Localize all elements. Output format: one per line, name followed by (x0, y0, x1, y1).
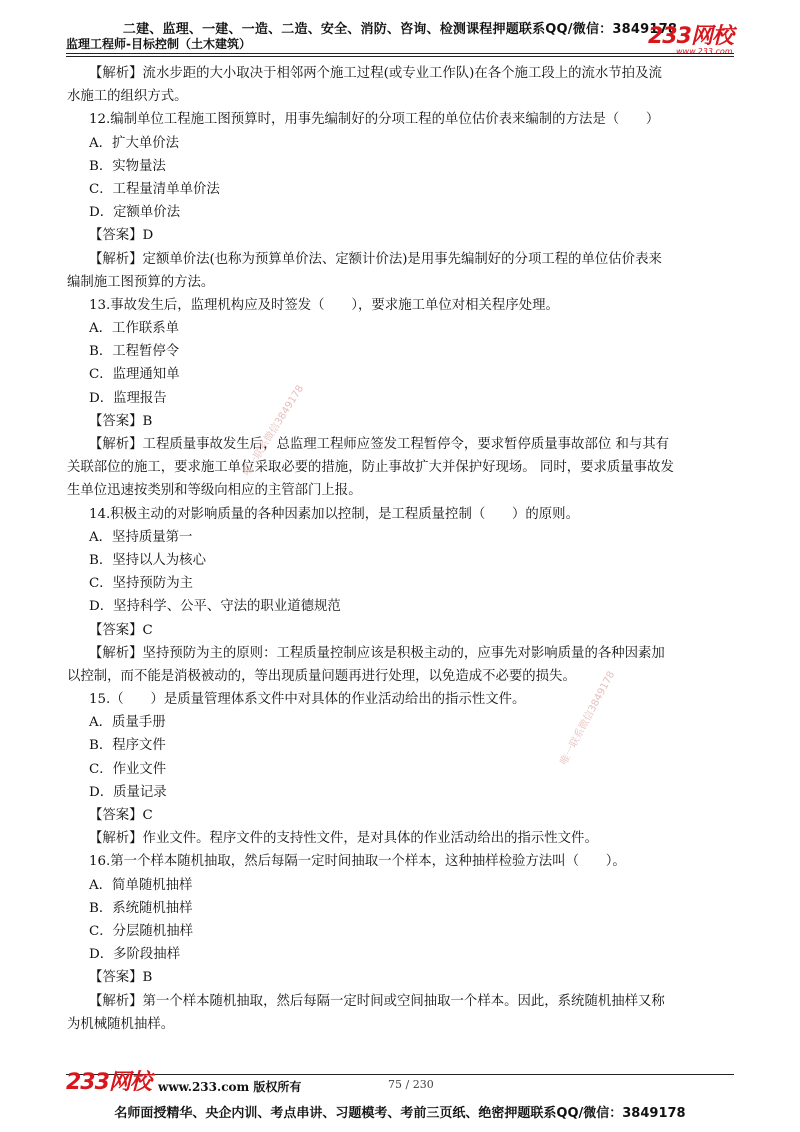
question-line: 12.编制单位工程施工图预算时，用事先编制好的分项工程的单位估价表来编制的方法是（ ） (89, 112, 660, 128)
option-line: A．质量手册 (89, 715, 166, 731)
option-line: B．坚持以人为核心 (89, 552, 206, 568)
analysis-line: 【解析】定额单价法(也称为预算单价法、定额计价法)是用事先编制好的分项工程的单位估价表来 (89, 251, 662, 267)
header-divider-thin (66, 56, 734, 57)
option-line: D．监理报告 (89, 390, 167, 406)
watermark: 唯一联系微信3849178 (558, 669, 618, 768)
option-line: C．坚持预防为主 (89, 576, 193, 592)
option-line: D．质量记录 (89, 784, 167, 800)
option-line: D．坚持科学、公平、守法的职业道德规范 (89, 599, 341, 615)
page-number: 75 / 230 (388, 1078, 434, 1091)
document-body (67, 62, 737, 1036)
question-line: 16.第一个样本随机抽取，然后每隔一定时间抽取一个样本，这种抽样检验方法叫（ ）。 (89, 854, 626, 870)
question-line: 14.积极主动的对影响质量的各种因素加以控制，是工程质量控制（ ）的原则。 (89, 506, 579, 522)
analysis-line: 生单位迅速按类别和等级向相应的主管部门上报。 (67, 483, 362, 499)
footer-promo: 名师面授精华、央企内训、考点串讲、习题模考、考前三页纸、绝密押题联系QQ/微信：3849178 (114, 1106, 686, 1121)
option-line: B．系统随机抽样 (89, 900, 193, 916)
option-line: B．程序文件 (89, 738, 166, 754)
analysis-line: 【解析】坚持预防为主的原则：工程质量控制应该是积极主动的，应事先对影响质量的各种因素加 (89, 645, 665, 661)
site-logo: 233网校 (648, 24, 733, 49)
logo-url: www.233.com (676, 47, 733, 56)
option-line: B．实物量法 (89, 158, 166, 174)
analysis-line: 编制施工图预算的方法。 (67, 274, 215, 290)
analysis-line: 【解析】作业文件。程序文件的支持性文件，是对具体的作业活动给出的指示性文件。 (89, 831, 598, 847)
option-line: A．扩大单价法 (89, 135, 180, 151)
answer-line: 【答案】B (89, 970, 153, 986)
answer-line: 【答案】C (89, 808, 153, 823)
text-line: 【解析】流水步距的大小取决于相邻两个施工过程(或专业工作队)在各个施工段上的流水节拍及流 (89, 66, 662, 81)
watermark: 唯一联系微信3849178 (241, 383, 307, 478)
footer-divider (66, 1074, 734, 1075)
footer-logo: 233网校 (66, 1070, 151, 1095)
question-line: 15.（ ）是质量管理体系文件中对具体的作业活动给出的指示性文件。 (89, 692, 526, 708)
option-line: A．坚持质量第一 (89, 529, 193, 545)
option-line: C．工程量清单单价法 (89, 181, 220, 197)
option-line: C．监理通知单 (89, 367, 180, 383)
option-line: B．工程暂停令 (89, 344, 180, 360)
option-line: A．简单随机抽样 (89, 877, 193, 893)
answer-line: 【答案】C (89, 622, 153, 638)
footer-site: www.233.com 版权所有 (158, 1080, 302, 1094)
analysis-line: 以控制，而不能是消极被动的，等出现质量问题再进行处理，以免造成不必要的损失。 (67, 668, 576, 684)
header-divider (66, 53, 734, 54)
analysis-line: 为机械随机抽样。 (67, 1016, 175, 1032)
answer-line: 【答案】D (89, 228, 154, 244)
text-line: 水施工的组织方式。 (67, 89, 188, 105)
header-promo: 二建、监理、一建、一造、二造、安全、消防、咨询、检测课程押题联系QQ/微信：3849178 (122, 22, 678, 37)
header-subtitle: 监理工程师-目标控制（土木建筑） (66, 37, 251, 51)
analysis-line: 【解析】工程质量事故发生后，总监理工程师应签发工程暂停令，要求暂停质量事故部位 和与其有 (89, 437, 670, 452)
option-line: D．定额单价法 (89, 205, 181, 221)
question-line: 13.事故发生后，监理机构应及时签发（ ），要求施工单位对相关程序处理。 (89, 297, 559, 313)
option-line: D．多阶段抽样 (89, 947, 181, 963)
analysis-line: 【解析】第一个样本随机抽取，然后每隔一定时间或空间抽取一个样本。因此，系统随机抽样又称 (89, 993, 665, 1009)
option-line: C．分层随机抽样 (89, 923, 193, 939)
answer-line: 【答案】B (89, 413, 153, 429)
option-line: C．作业文件 (89, 761, 167, 777)
analysis-line: 关联部位的施工，要求施工单位采取必要的措施，防止事故扩大并保护好现场。 同时，要求质量事故发 (67, 460, 674, 476)
option-line: A．工作联系单 (89, 321, 180, 337)
